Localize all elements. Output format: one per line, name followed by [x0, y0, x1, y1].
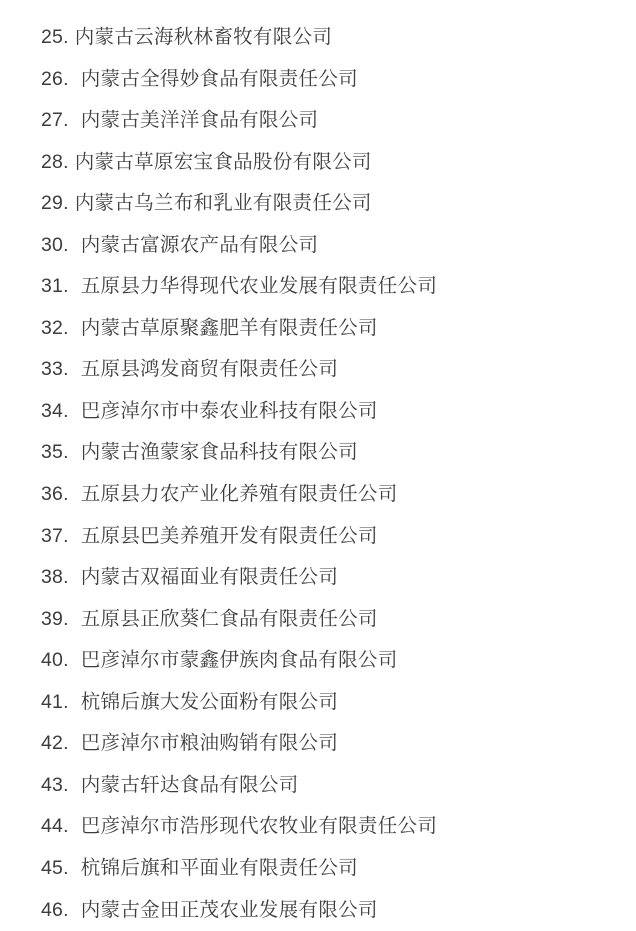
item-number: 41.: [41, 690, 69, 713]
item-number: 45.: [41, 856, 69, 879]
list-item: [41, 765, 616, 807]
company-name: 五原县正欣葵仁食品有限责任公司: [80, 607, 378, 630]
list-item: [41, 682, 616, 724]
list-item: [41, 142, 616, 184]
company-name: 内蒙古草原聚鑫肥羊有限责任公司: [80, 316, 378, 339]
company-name: 内蒙古全得妙食品有限责任公司: [80, 67, 358, 90]
item-number: 44.: [41, 815, 69, 838]
item-number: 37.: [41, 524, 69, 547]
list-item: [41, 17, 616, 59]
list-item: [41, 848, 616, 890]
company-name: 内蒙古金田正茂农业发展有限公司: [80, 898, 378, 921]
company-name: 五原县鸿发商贸有限责任公司: [80, 358, 339, 381]
item-number: 33.: [41, 358, 69, 381]
company-name: 巴彦淖尔市浩彤现代农牧业有限责任公司: [80, 815, 438, 838]
company-name: 内蒙古云海秋林畜牧有限公司: [74, 26, 333, 49]
item-number: 29.: [41, 192, 69, 215]
company-name: 内蒙古草原宏宝食品股份有限公司: [74, 150, 372, 173]
company-name: 杭锦后旗大发公面粉有限公司: [80, 690, 339, 713]
item-number: 34.: [41, 399, 69, 422]
list-item: [41, 474, 616, 516]
item-number: 27.: [41, 109, 69, 132]
item-number: 32.: [41, 316, 69, 339]
list-item: [41, 349, 616, 391]
list-item: [41, 59, 616, 101]
item-number: 35.: [41, 441, 69, 464]
item-number: 28.: [41, 150, 69, 173]
list-item: [41, 516, 616, 558]
company-name: 巴彦淖尔市中泰农业科技有限公司: [80, 399, 378, 422]
company-name: 内蒙古双福面业有限责任公司: [80, 566, 339, 589]
item-number: 30.: [41, 233, 69, 256]
company-name: 巴彦淖尔市蒙鑫伊族肉食品有限公司: [80, 649, 398, 672]
list-item: [41, 266, 616, 308]
list-item: [41, 557, 616, 599]
list-item: [41, 100, 616, 142]
item-number: 38.: [41, 566, 69, 589]
company-name: 内蒙古渔蒙家食品科技有限公司: [80, 441, 358, 464]
list-item: [41, 806, 616, 848]
list-item: [41, 308, 616, 350]
company-name: 五原县力华得现代农业发展有限责任公司: [80, 275, 438, 298]
list-item: [41, 889, 616, 931]
list-item: [41, 432, 616, 474]
list-item: [41, 225, 616, 267]
item-number: 36.: [41, 483, 69, 506]
company-name: 内蒙古富源农产品有限公司: [80, 233, 319, 256]
item-number: 46.: [41, 898, 69, 921]
list-item: [41, 599, 616, 641]
company-name: 杭锦后旗和平面业有限责任公司: [80, 856, 358, 879]
company-name: 内蒙古轩达食品有限公司: [80, 773, 299, 796]
company-name: 五原县力农产业化养殖有限责任公司: [80, 483, 398, 506]
company-name: 五原县巴美养殖开发有限责任公司: [80, 524, 378, 547]
company-name: 巴彦淖尔市粮油购销有限公司: [80, 732, 339, 755]
item-number: 40.: [41, 649, 69, 672]
item-number: 42.: [41, 732, 69, 755]
list-item: [41, 723, 616, 765]
item-number: 31.: [41, 275, 69, 298]
company-name: 内蒙古美洋洋食品有限公司: [80, 109, 319, 132]
list-item: [41, 640, 616, 682]
company-name: 内蒙古乌兰布和乳业有限责任公司: [74, 192, 372, 215]
list-item: [41, 391, 616, 433]
item-number: 25.: [41, 26, 69, 49]
item-number: 39.: [41, 607, 69, 630]
list-item: [41, 183, 616, 225]
item-number: 43.: [41, 773, 69, 796]
item-number: 26.: [41, 67, 69, 90]
